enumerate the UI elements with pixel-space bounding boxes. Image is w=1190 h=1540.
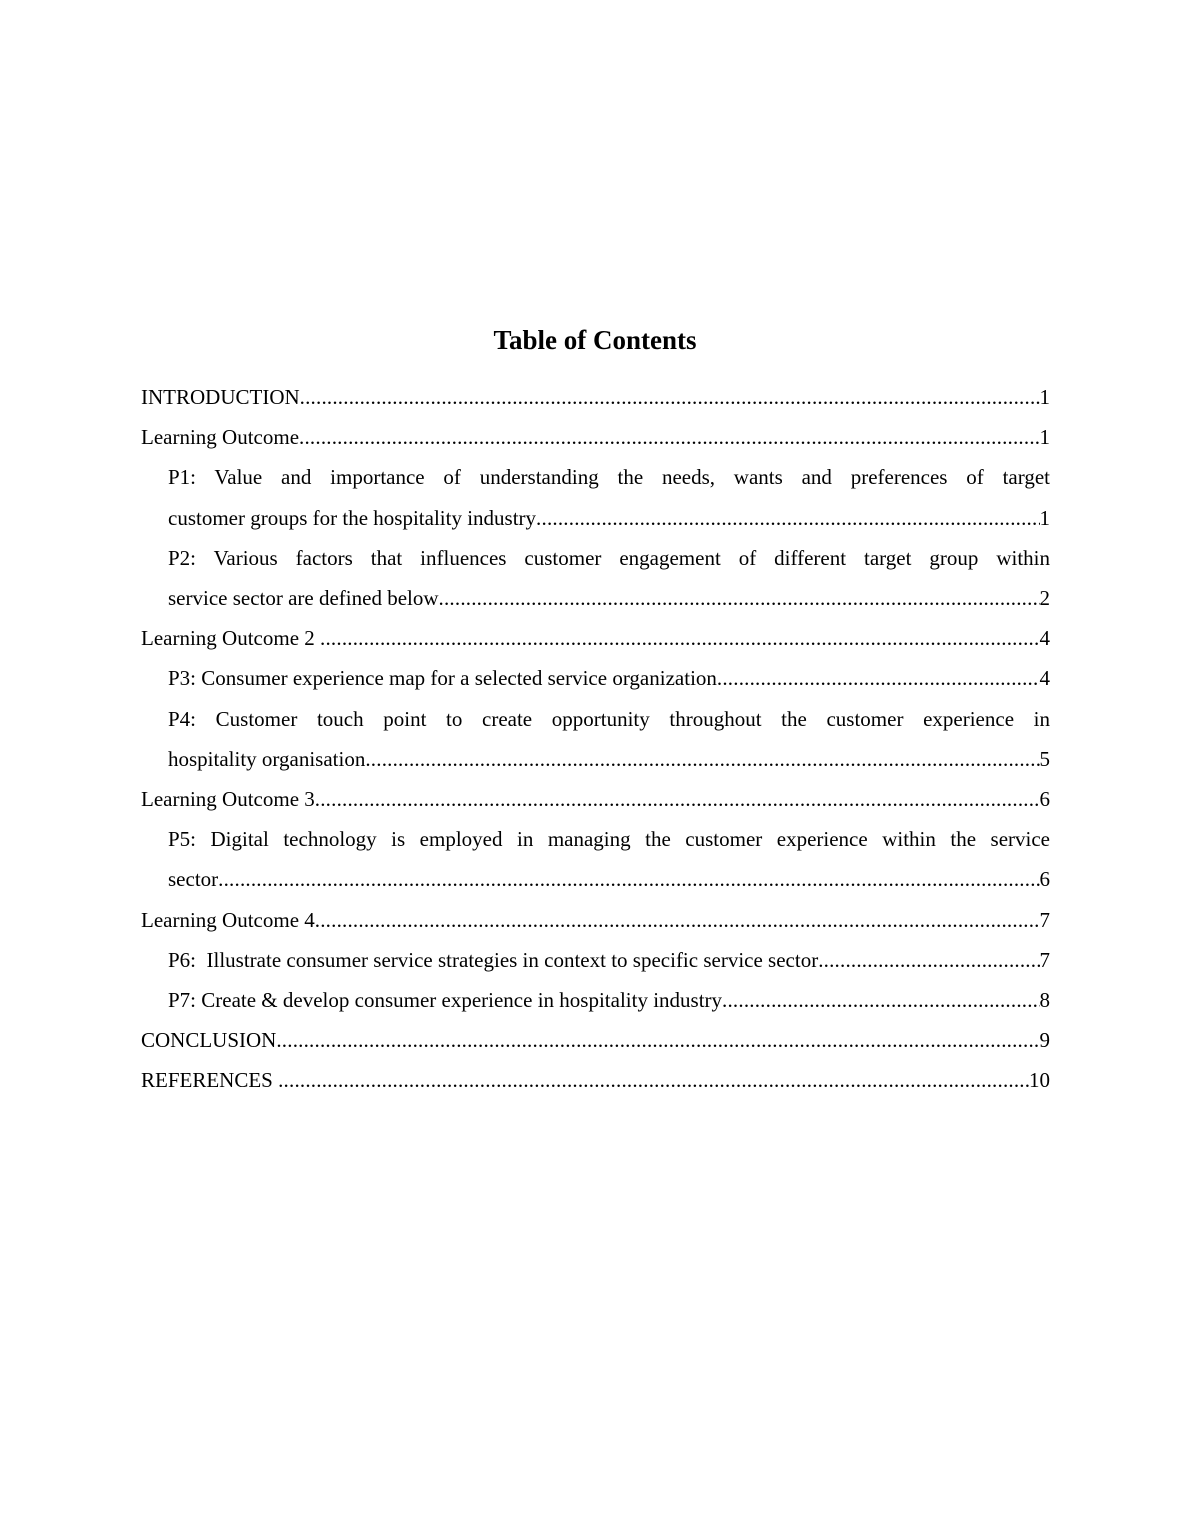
toc-page-number: 7 <box>1039 947 1050 972</box>
toc-entry-p1[interactable] <box>141 457 1050 537</box>
toc-entry-label-line1: P2: Various factors that influences customer engagement of different target group within <box>168 545 1050 570</box>
toc-entry-conclusion[interactable] <box>141 1020 1050 1060</box>
toc-entry-label-line1: P1: Value and importance of understanding the needs, wants and preferences of target <box>168 465 1050 490</box>
toc-page-number: 2 <box>1039 586 1050 611</box>
toc-entry-label: CONCLUSION <box>141 1028 277 1053</box>
toc-leader-dots <box>276 1020 1039 1060</box>
toc-leader-dots <box>320 618 1039 658</box>
toc-entry-learning-outcome-4[interactable] <box>141 900 1050 940</box>
toc-entry-label: P7: Create & develop consumer experience in hospitality industry <box>168 988 723 1013</box>
toc-entry-label: sector <box>168 867 219 892</box>
toc-page-number: 1 <box>1039 505 1050 530</box>
toc-entry-label: service sector are defined below <box>168 586 439 611</box>
toc-entry-p3[interactable] <box>141 658 1050 698</box>
toc-entry-learning-outcome-3[interactable] <box>141 779 1050 819</box>
toc-leader-dots <box>278 1060 1029 1100</box>
toc-leader-dots <box>818 940 1039 980</box>
toc-leader-dots <box>439 578 1040 618</box>
toc-entry-p6[interactable] <box>141 940 1050 980</box>
toc-entry-label: INTRODUCTION <box>141 385 300 409</box>
toc-entry-introduction[interactable] <box>141 377 1050 417</box>
toc-entry-p7[interactable] <box>141 980 1050 1020</box>
toc-leader-dots <box>218 859 1039 899</box>
toc-leader-dots <box>365 739 1039 779</box>
toc-title: Table of Contents <box>493 325 697 355</box>
toc-leader-dots <box>536 498 1039 538</box>
toc-entry-label: customer groups for the hospitality industry <box>168 505 537 530</box>
toc-entry-p2[interactable] <box>141 538 1050 618</box>
toc-entry-label: Learning Outcome 4 <box>141 907 315 932</box>
toc-entry-label: Learning Outcome 2 <box>141 626 321 651</box>
toc-entry-learning-outcome-2[interactable] <box>141 618 1050 658</box>
toc-page-number: 1 <box>1039 425 1050 450</box>
toc-page-number: 9 <box>1039 1028 1050 1053</box>
toc-page-number: 6 <box>1039 867 1050 892</box>
toc-entry-p5[interactable] <box>141 819 1050 899</box>
toc-page-number: 6 <box>1039 787 1050 812</box>
toc-page-number: 4 <box>1039 666 1050 691</box>
toc-entry-label: P6: Illustrate consumer service strategies in context to specific service sector <box>168 947 819 972</box>
toc-page-number: 5 <box>1039 746 1050 771</box>
toc-entry-label: P3: Consumer experience map for a selected service organization <box>168 666 717 691</box>
toc-leader-dots <box>717 658 1040 698</box>
toc-page-number: 10 <box>1029 1068 1050 1093</box>
toc-page-number: 4 <box>1039 626 1050 651</box>
toc-leader-dots <box>299 417 1039 457</box>
toc-entry-label: hospitality organisation <box>168 746 366 771</box>
toc-leader-dots <box>315 900 1040 940</box>
table-of-contents <box>141 377 1050 1101</box>
toc-leader-dots <box>315 779 1040 819</box>
toc-leader-dots <box>300 377 1040 417</box>
toc-entry-label-line1: P4: Customer touch point to create opportunity throughout the customer experience in <box>168 706 1050 731</box>
toc-page-number: 8 <box>1039 988 1050 1013</box>
toc-leader-dots <box>722 980 1039 1020</box>
toc-page-number: 1 <box>1039 385 1050 409</box>
toc-entry-label: Learning Outcome <box>141 425 300 450</box>
toc-entry-label: REFERENCES <box>141 1068 279 1093</box>
toc-entry-references[interactable] <box>141 1060 1050 1100</box>
toc-entry-learning-outcome[interactable] <box>141 417 1050 457</box>
toc-page-number: 7 <box>1039 907 1050 932</box>
toc-entry-label-line1: P5: Digital technology is employed in managing the customer experience within the service <box>168 827 1050 852</box>
toc-entry-p4[interactable] <box>141 699 1050 779</box>
toc-entry-label: Learning Outcome 3 <box>141 787 315 812</box>
